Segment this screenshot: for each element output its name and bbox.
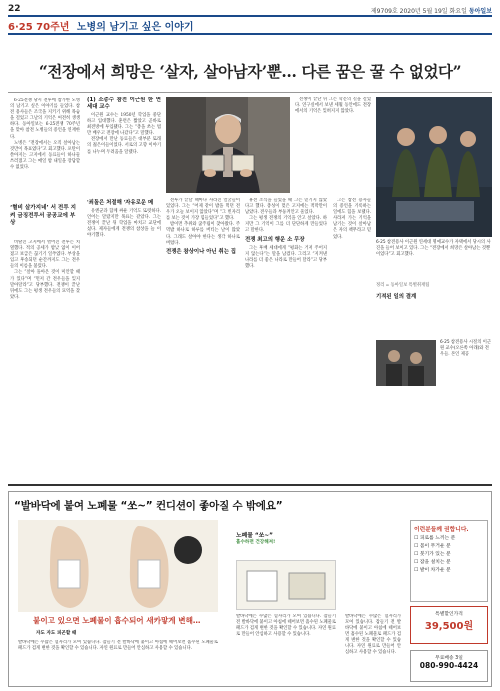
small-photo-image [376,340,436,386]
section-rule [8,484,492,486]
header-rule [8,15,492,17]
issue-info: 제9709호 2020년 5월 19일 화요일 동아일보 [370,8,492,15]
ad-note: 자도 자도 피곤할 때 [36,631,77,636]
ad-feet-photo [18,520,218,612]
checklist-item: ☐ 발이 차가운 분 [414,568,451,573]
article-byline: (1) 소총수 참전 이근원 한 연세대 교수 [87,97,161,110]
article-col4 [245,198,327,478]
checklist-item: ☐ 몸이 무거운 분 [414,544,451,549]
phone-label: 무료배송 3일 [435,656,463,661]
ad-headline: “발바닥에 붙여 노폐물 “쏘~” 컨디션이 좋아질 수 밖에요” [14,500,283,512]
pull-quote: ‘혈비 살가지네’ 서 전투 지켜 금징전투서 공공교에 부상 [10,205,77,227]
photo-caption: 6·25 참전용사 이근원 연세대 명예교수가 자택에서 당시의 사진을 들어 보이고 있다. 그는 “전장에서 희망은 살아남는 것뿐이었다”고 회고했다. [376,240,491,257]
article-paragraph: 그는 평생 전쟁의 기억을 안고 살았다. 하지만 그 기억이 그를 더 단단하게 만들었다고 말한다. [245,216,327,234]
article-paragraph: 전장에서 만난 동료들은 대부분 또래의 젊은이들이었다. 서로의 고향 이야기를 나누며 두려움을 달랬다. [87,137,161,155]
article-col2-lower [87,198,161,478]
product-image-graphic [237,561,336,610]
article-paragraph: 유엔군과 함께 싸운 기억도 또렷하다. 언어는 달랐지만 목표는 같았다. 그는 전쟁이 끝난 뒤 학업을 마치고 교단에 섰다. 제자들에게 전쟁의 참상을 늘 이야기했다. [87,209,161,239]
war-photo [376,97,492,237]
product-image [236,560,336,610]
article-signature: 정리 = 동아일보 특별취재팀 [376,283,430,288]
article-paragraph: 노병은 “전장에서는 오직 살아남는 것만이 목표였다”고 회고했다. 포탄이 쏟아지는 고지에서 동료들이 하나둘 쓰러졌고 그는 매일 밤 내일을 장담할 수 없었다. [10,140,80,171]
price: 39,500원 [424,621,474,632]
article-paragraph: 이근원 교수는 1950년 학업을 중단하고 입대했다. 훈련은 짧았고 곧바로 최전방에 투입됐다. 그는 “총을 쏘는 법만 배우고 전장에 나갔다”고 말했다. [87,113,161,137]
checklist-item: ☐ 붓기가 있는 분 [414,552,451,557]
article-col5 [333,198,371,478]
article-col5-upper [295,97,371,193]
article-subhead: 전쟁 최고의 행운 소 무장 [245,236,305,243]
series-rule [8,33,492,35]
page-number: 22 [8,4,21,14]
article-paragraph: 그는 “살아 돌아온 것이 미안할 때가 있다”며 “먼저 간 전우들을 잊지 말아달라”고 당부했다. 전쟁이 끝난 뒤에도 그는 평생 전우들의 묘역을 찾았다. [10,270,80,300]
ad-subheadline: 붙이고 있으면 노폐물이 흡수되어 새카맣게 변해… [33,616,201,625]
article-paragraph: 휴전 소식을 들었을 때 그는 믿기지 않았다고 했다. 총성이 멎은 고지에는 적막만이 남았다. 전우들과 부둥켜안고 울었다. [245,198,327,216]
small-photo [376,340,436,386]
ad-feet-image [18,520,218,612]
checklist [414,535,484,575]
article-col3 [166,198,240,478]
phone-box [410,650,488,682]
main-photo-image [166,97,290,193]
ad-checklist-box [410,520,488,602]
article-paragraph: 6·25전쟁 당시 전투에 참가한 노병의 남기고 싶은 이야기를 들었다. 참전 용사들은 조국을 지키기 위해 목숨을 걸었고 그날의 기억은 여전히 생생하다. 동아일보는 6·25전쟁 70주년을 맞아 참전 노병들의 증언을 연재한다. [10,98,80,140]
article-col1-lower [10,240,80,480]
series-subtitle: 노병의 남기고 싶은 이야기 [76,22,194,33]
price-label: 특별할인가격 [435,612,463,617]
price-box [410,606,488,644]
phone-number[interactable]: 080-990-4424 [419,661,479,670]
article-paragraph: 비탈진 고지에서 벌어진 전투는 치열했다. 적의 공세가 밤낮 없이 이어졌고 보급은 끊기기 일쑤였다. 부상을 입고 후송되던 순간까지도 그는 전우들의 이름을 불렀다. [10,240,80,270]
ad-body-middle: 발바닥에는 수많은 혈자리가 모여 있습니다. 잠들기 전 발바닥에 붙이고 아침에 떼어보면 흡수된 노폐물로 패드가 검게 변한 것을 확인할 수 있습니다. 자연 원료로 만들어 안심하고 사용할 수 있습니다. [236,614,336,637]
headline-rule [8,92,492,93]
article-paragraph: 전쟁이 끝난 뒤 그는 학문의 길을 걸었다. 연구실에서 보낸 세월 동안에도 전장에서의 기억은 잊혀지지 않았다. [295,97,371,115]
article-paragraph: 그는 후배 세대에게 “평화는 거저 주어지지 않는다”는 말을 남겼다. 그리고 “지켜낸 나라를 더 좋은 나라로 만들어 달라”고 당부했다. [245,245,327,269]
product-title: 노폐물 “쏘~” [236,533,273,539]
article-col1 [10,98,80,202]
brand-name: 동아일보 [468,8,492,15]
checklist-item: ☐ 피로를 느끼는 분 [414,536,456,541]
article-col6-upper [376,292,492,338]
ad-body-right: 발바닥에는 수많은 혈자리가 모여 있습니다. 잠들기 전 발바닥에 붙이고 아침에 떼어보면 흡수된 노폐물로 패드가 검게 변한 것을 확인할 수 있습니다. 자연 원료로 만들어 안심하고 사용할 수 있습니다. [345,614,401,655]
product-title-box [236,530,326,554]
product-subtitle: 흡수하면 건강해져! [236,540,276,545]
article-subhead: 전쟁은 참상이나 아닌 취는 집 [166,248,236,255]
article-subhead: 기적된 일의 결계 [376,294,417,300]
checklist-item: ☐ 잠을 설치는 분 [414,560,451,565]
article-paragraph: 그는 참전 용사들의 증언을 기록하는 일에도 힘을 보탰다. 사라져 가는 기억을 남기는 것이 살아남은 자의 책무라고 믿었다. [333,198,371,240]
ad-body-left: 발바닥에는 수많은 혈자리가 모여 있습니다. 잠들기 전 발바닥에 붙이고 아침에 떼어보면 흡수된 노폐물로 패드가 검게 변한 것을 확인할 수 있습니다. 자연 원료로 만들어 안심하고 사용할 수 있습니다. [18,640,218,651]
small-photo-caption: 6·25 참전용사 시절의 이근원 교수(오른쪽 아래)와 전우들. 본인 제공 [440,340,492,357]
article-paragraph: 밤이면 추위와 굶주림이 찾아왔다. 주먹밥 하나로 하루를 버티는 날이 많았다. 그래도 살아야 한다는 생각 하나로 버텼다. [166,222,240,246]
headline: “전장에서 희망은 ‘살자, 살아남자’뿐… 다른 꿈은 꿀 수 없었다” [38,62,462,81]
series-label: 6·25 70주년 [8,22,70,33]
article-col2 [87,97,161,193]
article-subhead: '죄돌은 처절해 '자유로운 메 [87,200,154,206]
main-photo [166,97,290,193]
war-photo-image [376,97,492,237]
series-title [8,18,194,33]
article-paragraph: 전투가 끝날 때마다 사라진 얼굴들이 있었다. 그는 “어제 같이 밥을 먹던 전우가 오늘 보이지 않았다”며 “그 빈자리를 보는 것이 가장 힘들었다”고 했다. [166,198,240,222]
checklist-title: 이런분들께 권합니다. [414,527,469,533]
